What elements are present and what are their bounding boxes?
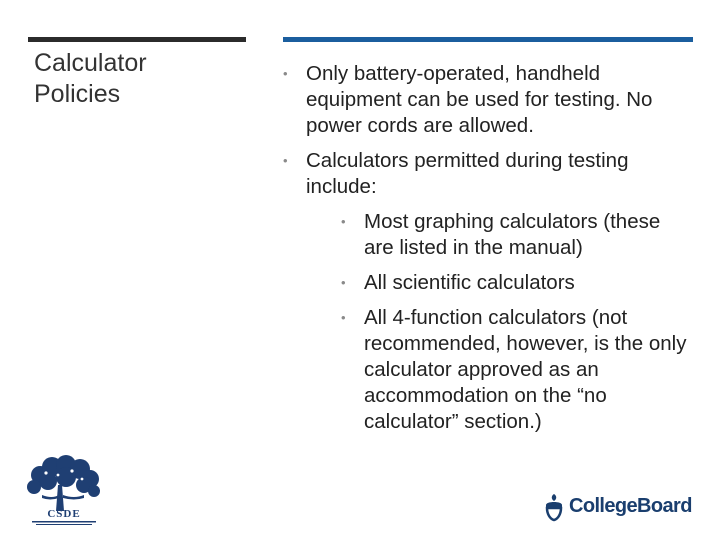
sub-bullet-item: [306, 270, 693, 296]
slide-title: [34, 48, 234, 110]
bullet-dot-icon: •: [341, 214, 346, 229]
bullet-dot-icon: •: [341, 310, 346, 325]
bullet-dot-icon: •: [341, 275, 346, 290]
bullet-list: [283, 61, 693, 444]
bullet-dot-icon: •: [283, 66, 288, 81]
content-accent-bar: [283, 37, 693, 42]
sub-bullet-text: Most graphing calculators (these are listed in the manual): [364, 210, 661, 259]
collegeboard-logo-text: CollegeBoard: [569, 495, 692, 517]
csde-logo: [22, 455, 106, 527]
sub-bullet-item: [306, 209, 693, 261]
sub-bullet-text: All scientific calculators: [364, 271, 575, 294]
sub-bullet-item: [306, 305, 693, 435]
sub-bullet-list: [306, 209, 693, 435]
slide-title-line-2: Policies: [34, 80, 121, 108]
title-accent-bar: [28, 37, 246, 42]
bullet-text: Calculators permitted during testing include:: [306, 149, 629, 198]
collegeboard-logo: [542, 490, 702, 526]
bullet-text: Only battery-operated, handheld equipment can be used for testing. No power cords are allowed.: [306, 62, 653, 137]
acorn-icon: [542, 492, 566, 522]
bullet-item: [283, 148, 693, 435]
csde-logo-text: CSDE: [47, 508, 81, 520]
sub-bullet-text: All 4-function calculators (not recommended, however, is the only calculator approved as an accommodation on the “no calculator” section.): [364, 306, 687, 433]
bullet-item: [283, 61, 693, 139]
slide-title-line-1: Calculator: [34, 49, 147, 77]
bullet-dot-icon: •: [283, 153, 288, 168]
